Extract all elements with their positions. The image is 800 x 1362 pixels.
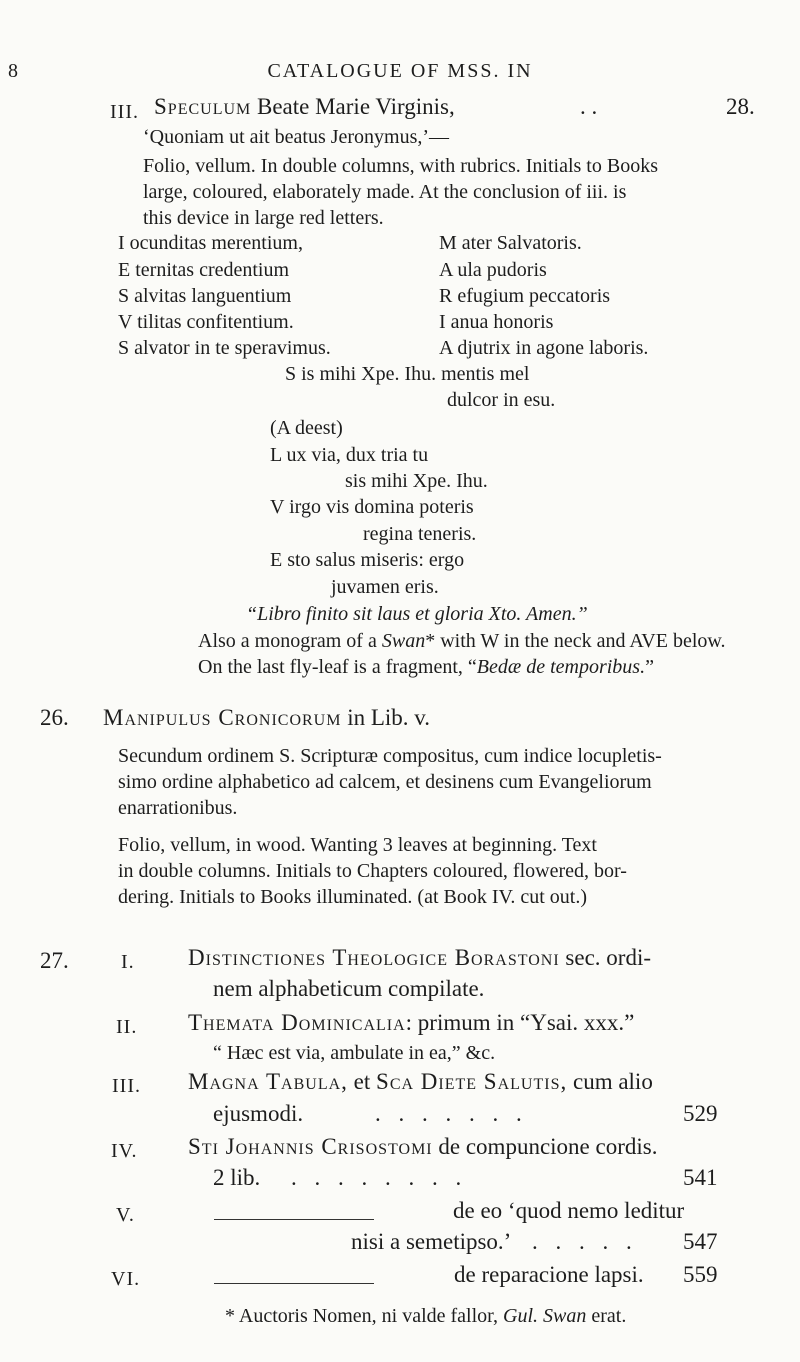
page-number: 8	[8, 60, 18, 82]
acrostic-text: ater Salvatoris.	[461, 232, 582, 254]
verse-line: regina teneris.	[363, 523, 477, 545]
footnote	[225, 1305, 626, 1328]
acrostic-text: alvator in te speravimus.	[134, 337, 331, 359]
item-26-para2-line: Folio, vellum, in wood. Wanting 3 leaves at beginning. Text	[118, 834, 597, 856]
entry-line2: nisi a semetipso.’	[351, 1229, 512, 1254]
footnote-name: Gul. Swan	[503, 1305, 587, 1327]
entry-roman: I.	[121, 951, 135, 973]
acrostic-text: djutrix in agone laboris.	[457, 337, 649, 359]
ditto-rule	[214, 1274, 374, 1292]
acrostic-text: ula pudoris	[457, 259, 547, 281]
entry-title-rest: : primum in “Ysai. xxx.”	[405, 1010, 635, 1035]
item-26-title-rest: in Lib. v.	[347, 705, 431, 730]
flyleaf-note	[198, 656, 654, 679]
entry-dots: . . . . .	[532, 1229, 638, 1254]
entry-line2: 2 lib.	[213, 1165, 261, 1190]
entry-line2: nem alphabeticum compilate.	[213, 976, 485, 1001]
verse-line: V irgo vis domina poteris	[270, 496, 474, 518]
item-iii-roman: III.	[110, 101, 139, 123]
entry-title-sc: Themata Dominicalia	[188, 1010, 406, 1035]
acrostic-initial: S	[118, 285, 130, 307]
acrostic-right-line	[439, 285, 610, 308]
verse-line: dulcor in esu.	[447, 389, 556, 411]
entry-roman: VI.	[111, 1268, 141, 1290]
acrostic-right-line	[439, 232, 582, 255]
entry-dots: . . . . . . . .	[291, 1165, 468, 1190]
flyleaf-text: On the last fly-leaf is a fragment, “	[198, 656, 477, 678]
monogram-text-end: * with W in the neck and AVE below.	[425, 630, 726, 652]
acrostic-initial: V	[118, 311, 133, 333]
entry-title-rest: de eo ‘quod nemo leditur	[453, 1198, 685, 1223]
acrostic-left-line	[118, 285, 291, 308]
acrostic-left-line	[118, 311, 294, 334]
entry-page: 529	[683, 1101, 718, 1126]
entry-title-sc: Magna Tabula,	[188, 1069, 348, 1094]
acrostic-left-line	[118, 232, 303, 255]
acrostic-initial: A	[439, 259, 453, 281]
item-26-number: 26.	[40, 705, 69, 730]
monogram-note	[198, 630, 726, 653]
flyleaf-text-end: ”	[645, 656, 654, 678]
running-head: CATALOGUE OF MSS. IN	[267, 60, 533, 82]
entry-title-rest: cum alio	[572, 1069, 653, 1094]
acrostic-right-line	[439, 259, 547, 282]
acrostic-text: efugium peccatoris	[457, 285, 611, 307]
entry-roman: V.	[116, 1204, 135, 1226]
entry-roman: IV.	[111, 1140, 138, 1162]
acrostic-text: tilitas confitentium.	[137, 311, 294, 333]
footnote-text-end: erat.	[586, 1305, 627, 1327]
entry-title	[188, 1069, 653, 1095]
entry-roman: II.	[116, 1016, 138, 1038]
entry-title	[188, 1010, 634, 1036]
entry-title-rest: et	[353, 1069, 371, 1094]
entry-title	[188, 1134, 657, 1160]
acrostic-text: alvitas languentium	[134, 285, 292, 307]
item-26-para1-line: simo ordine alphabetico ad calcem, et desinens cum Evangeliorum	[118, 771, 652, 793]
item-26-para1-line: Secundum ordinem S. Scripturæ compositus, cum indice locupletis-	[118, 745, 662, 767]
entry-title-sc: Sti Johannis Crisostomi	[188, 1134, 433, 1159]
item-26-title	[103, 705, 430, 731]
item-iii-desc-line: Folio, vellum. In double columns, with rubrics. Initials to Books	[143, 155, 658, 177]
verse-line: L ux via, dux tria tu	[270, 444, 429, 466]
item-iii-page: 28.	[726, 94, 755, 119]
verse-line: sis mihi Xpe. Ihu.	[345, 470, 488, 492]
entry-dots: . . . . . . .	[375, 1101, 528, 1126]
entry-line2: ejusmodi.	[213, 1101, 304, 1126]
verse-line: E sto salus miseris: ergo	[270, 549, 465, 571]
acrostic-text: anua honoris	[450, 311, 554, 333]
item-26-title-sc: Manipulus Cronicorum	[103, 705, 342, 730]
acrostic-initial: I	[439, 311, 446, 333]
colophon: “Libro finito sit laus et gloria Xto. Amen.”	[246, 603, 588, 625]
entry-title	[188, 945, 651, 971]
acrostic-left-line	[118, 259, 289, 282]
acrostic-initial: S	[118, 337, 130, 359]
acrostic-right-line	[439, 337, 648, 360]
item-iii-dots: . .	[580, 94, 598, 119]
acrostic-initial: A	[439, 337, 453, 359]
item-26-para1-line: enarrationibus.	[118, 797, 238, 819]
entry-page: 559	[683, 1262, 718, 1287]
entry-title-sc: Sca Diete Salutis,	[376, 1069, 568, 1094]
entry-page: 547	[683, 1229, 718, 1254]
entry-title-rest: de compuncione cordis.	[438, 1134, 658, 1159]
monogram-name: Swan	[381, 630, 426, 652]
verse-line: S is mihi Xpe. Ihu. mentis mel	[285, 363, 530, 385]
ditto-rule	[214, 1210, 374, 1228]
monogram-text: Also a monogram of a	[198, 630, 382, 652]
acrostic-initial: R	[439, 285, 453, 307]
item-iii-title-sc: Speculum	[154, 94, 252, 119]
item-iii-title-rest: Beate Marie Virginis,	[257, 94, 455, 119]
entry-page: 541	[683, 1165, 718, 1190]
item-iii-desc-line: large, coloured, elaborately made. At the conclusion of iii. is	[143, 181, 627, 203]
item-26-para2-line: in double columns. Initials to Chapters coloured, flowered, bor-	[118, 860, 627, 882]
item-iii-desc-line: this device in large red letters.	[143, 207, 384, 229]
acrostic-text: ternitas credentium	[135, 259, 290, 281]
acrostic-text: ocunditas merentium,	[129, 232, 303, 254]
entry-title-rest: sec. ordi-	[565, 945, 651, 970]
acrostic-left-line	[118, 337, 331, 360]
verse-line: juvamen eris.	[331, 576, 439, 598]
item-iii-incipit: ‘Quoniam ut ait beatus Jeronymus,’—	[143, 126, 450, 148]
acrostic-initial: I	[118, 232, 125, 254]
entry-title-rest: de reparacione lapsi.	[454, 1262, 644, 1287]
verse-line: (A deest)	[270, 417, 343, 439]
entry-line2: “ Hæc est via, ambulate in ea,” &c.	[213, 1042, 496, 1064]
flyleaf-title: Bedæ de temporibus.	[476, 656, 646, 678]
item-26-para2-line: dering. Initials to Books illuminated. (at Book IV. cut out.)	[118, 886, 588, 908]
acrostic-right-line	[439, 311, 553, 334]
footnote-text: * Auctoris Nomen, ni valde fallor,	[225, 1305, 504, 1327]
acrostic-initial: M	[439, 232, 457, 254]
item-27-number: 27.	[40, 948, 69, 973]
entry-roman: III.	[112, 1075, 141, 1097]
acrostic-initial: E	[118, 259, 131, 281]
item-iii-title	[154, 94, 455, 120]
entry-title-sc: Distinctiones Theologice Borastoni	[188, 945, 560, 970]
